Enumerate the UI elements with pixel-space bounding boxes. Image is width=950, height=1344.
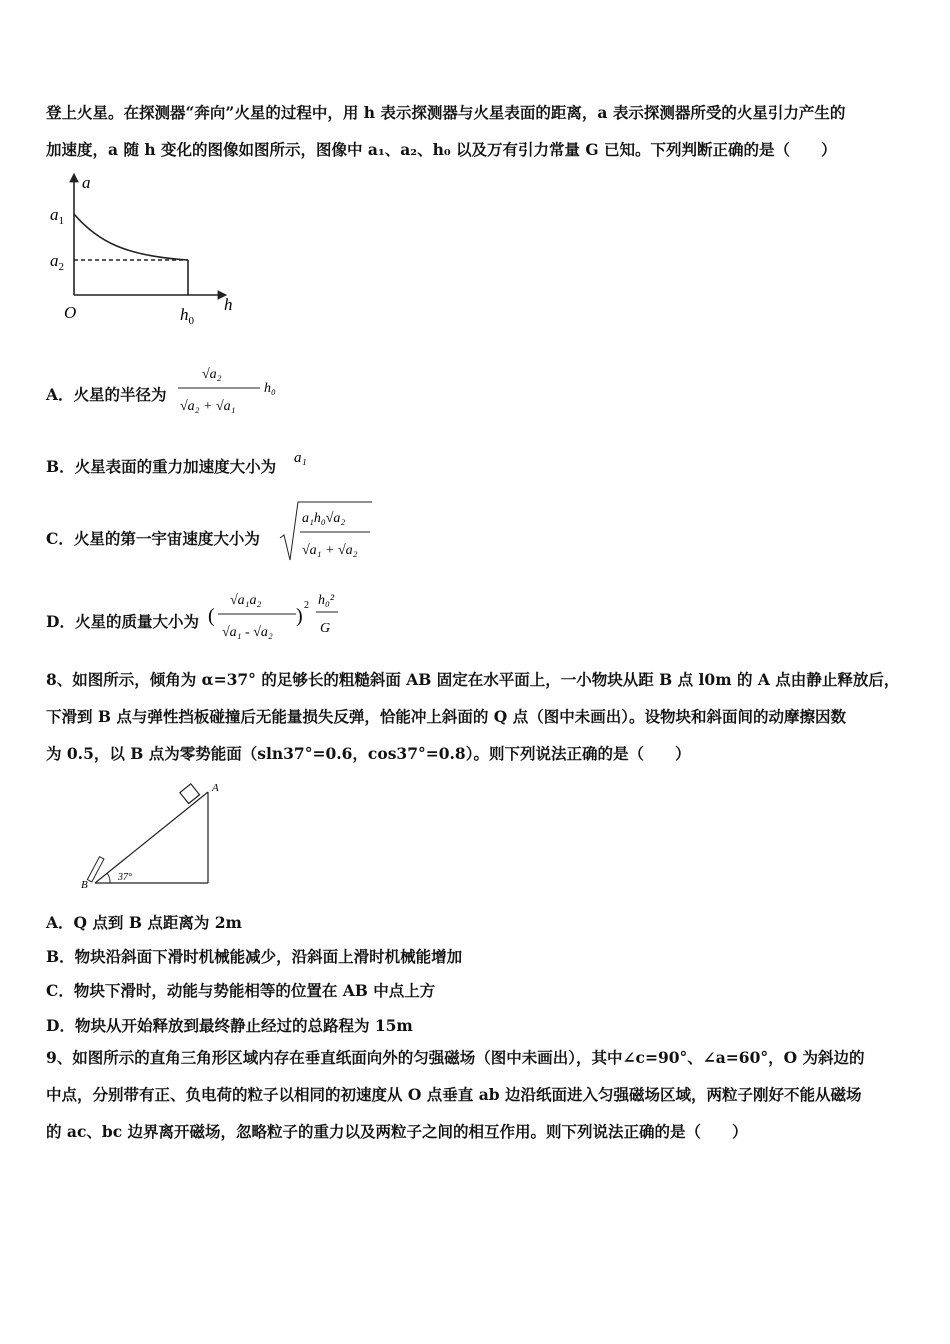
q9-text-line-2: 中点，分别带有正、负电荷的粒子以相同的初速度从 O 点垂直 ab 边沿纸面进入匀强磁场区域，两粒子刚好不能从磁场 — [46, 1085, 862, 1104]
q7-option-a: A．火星的半径为 — [46, 385, 167, 404]
svg-text:(: ( — [208, 605, 215, 627]
q8-incline-figure — [70, 778, 240, 894]
d-numerator: √a₁a₂ — [230, 593, 262, 608]
c-numerator: a₁h₀√a₂ — [302, 511, 346, 526]
b-value: a₁ — [294, 450, 307, 466]
x-axis-label: h — [224, 295, 233, 314]
a-h-curve — [74, 214, 188, 260]
incline-slope — [95, 792, 208, 883]
a-tail: h₀ — [264, 381, 276, 396]
angle-label: 37° — [118, 872, 132, 883]
q7-option-c-formula — [278, 498, 378, 566]
label-b: B — [81, 879, 88, 891]
svg-text:a2 — [50, 251, 64, 273]
q7-option-c: C．火星的第一宇宙速度大小为 — [46, 529, 260, 548]
d-denominator: √a₁ - √a₂ — [222, 625, 273, 640]
q7-text-line-2: 加速度，a 随 h 变化的图像如图所示，图像中 a₁、a₂、h₀ 以及万有引力常量 G 已知。下列判断正确的是（ ） — [46, 140, 837, 159]
angle-arc — [107, 873, 110, 883]
q8-text-line-2: 下滑到 B 点与弹性挡板碰撞后无能量损失反弹，恰能冲上斜面的 Q 点（图中未画出）。设物块和斜面间的动摩擦因数 — [46, 707, 846, 726]
q8-text-line-3: 为 0.5，以 B 点为零势能面（sln37°=0.6，cos37°=0.8）。则下列说法正确的是（ ） — [46, 744, 691, 763]
q8-text-line-1: 8、如图所示，倾角为 α=37° 的足够长的粗糙斜面 AB 固定在水平面上，一小物块从距 B 点 l0m 的 A 点由静止释放后， — [46, 670, 900, 689]
q8-option-b: B．物块沿斜面下滑时机械能减少，沿斜面上滑时机械能增加 — [46, 947, 463, 966]
q9-text-line-3: 的 ac、bc 边界离开磁场，忽略粒子的重力以及两粒子之间的相互作用。则下列说法正确的是（ ） — [46, 1122, 748, 1141]
tick-a1-sub: 1 — [58, 215, 64, 227]
a-denominator: √a₂ + √a₁ — [180, 399, 236, 414]
q7-option-b-formula — [292, 446, 332, 470]
c-denominator: √a₁ + √a₂ — [302, 543, 358, 558]
svg-text:): ) — [296, 605, 303, 627]
q7-text-line-1: 登上火星。在探测器“奔向”火星的过程中，用 h 表示探测器与火星表面的距离，a 表示探测器所受的火星引力产生的 — [46, 103, 846, 122]
origin-label: O — [64, 303, 77, 322]
d-power: 2 — [304, 600, 309, 611]
q7-option-d: D．火星的质量大小为 — [46, 612, 199, 631]
d-tail-denominator: G — [320, 621, 331, 636]
a-numerator: √a₂ — [202, 367, 222, 382]
d-tail-numerator: h₀² — [318, 593, 335, 608]
label-a: A — [212, 782, 219, 794]
tick-h0-sub: 0 — [188, 315, 194, 327]
q8-option-a: A．Q 点到 B 点距离为 2m — [46, 913, 242, 932]
q9-text-line-1: 9、如图所示的直角三角形区域内存在垂直纸面向外的匀强磁场（图中未画出），其中∠c=90°、∠a=60°，O 为斜边的 — [46, 1048, 865, 1067]
tick-a2-sub: 2 — [58, 261, 64, 273]
q7-option-d-formula — [208, 584, 348, 646]
q7-option-b: B．火星表面的重力加速度大小为 — [46, 457, 277, 476]
tick-h0: h — [180, 305, 189, 324]
tick-a1: a — [50, 205, 59, 224]
q8-option-d: D．物块从开始释放到最终静止经过的总路程为 15m — [46, 1016, 413, 1035]
q7-option-a-formula — [176, 358, 286, 420]
svg-text:h0 — [180, 305, 195, 327]
tick-a2: a — [50, 251, 59, 270]
y-axis-label: a — [82, 173, 91, 192]
svg-text:a1 — [50, 205, 64, 227]
q7-acceleration-graph — [46, 172, 246, 332]
q8-option-c: C．物块下滑时，动能与势能相等的位置在 AB 中点上方 — [46, 981, 436, 1000]
